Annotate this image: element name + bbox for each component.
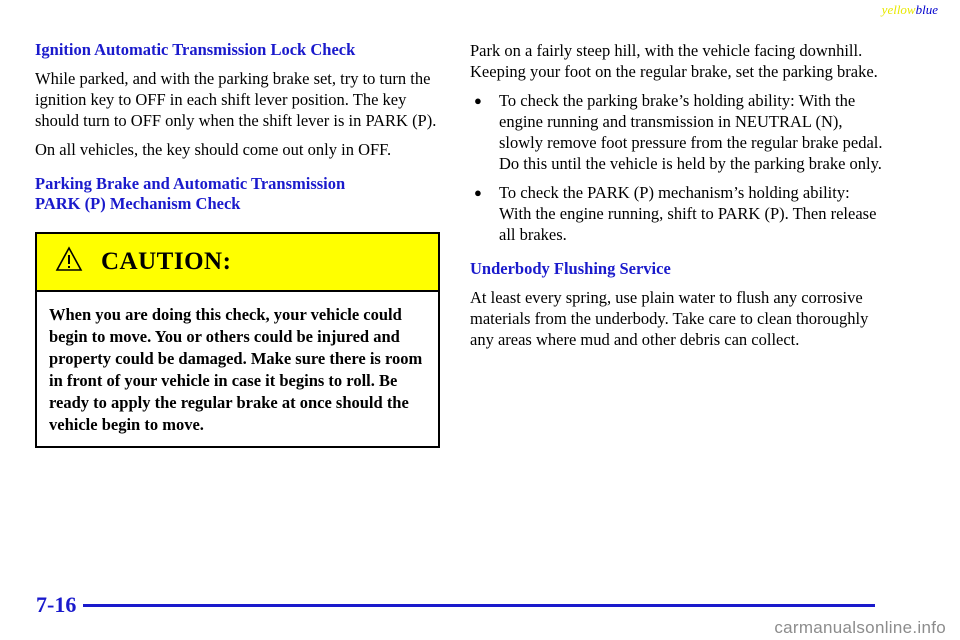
section-heading-underbody: Underbody Flushing Service: [470, 259, 671, 278]
bullet-text: To check the parking brake’s holding ability: With the engine running and transmission in NEUTRAL (N), slowly remove foot pressure from the regular brake pedal. Do this until the vehicle is held by the parking brake only.: [499, 91, 883, 173]
caution-box: [35, 232, 440, 448]
bullet-icon: ●: [474, 93, 482, 108]
section-heading-parking-brake: [35, 174, 440, 214]
bullet-text: To check the PARK (P) mechanism’s holding ability: With the engine running, shift to PARK (P). Then release all brakes.: [499, 183, 877, 244]
corner-tag-yellow: yellow: [881, 2, 916, 17]
caution-header: [37, 234, 438, 292]
page-number: 7-16: [36, 592, 77, 617]
corner-color-tag: [882, 2, 938, 18]
section-heading-parking-brake-line2: PARK (P) Mechanism Check: [35, 194, 241, 213]
bullet-item: [470, 90, 885, 174]
caution-text: When you are doing this check, your vehicle could begin to move. You or others could be injured and property could be damaged. Make sure there is room in front of your vehicle in case it begins to roll. Be ready to apply the regular brake at once should the vehicle begin to move.: [49, 305, 423, 434]
left-column: [35, 40, 440, 448]
right-column: [470, 40, 885, 358]
watermark: carmanualsonline.info: [774, 618, 946, 637]
paragraph-key-removal: On all vehicles, the key should come out only in OFF.: [35, 140, 392, 159]
paragraph-underbody: At least every spring, use plain water to flush any corrosive materials from the underbody. Take care to clean thoroughly any areas where mud and other debris can collect.: [470, 288, 869, 349]
warning-triangle-icon: [55, 246, 83, 272]
bullet-item: [470, 182, 885, 245]
caution-title: CAUTION:: [101, 248, 232, 275]
footer-rule: [83, 604, 875, 607]
corner-tag-blue: blue: [915, 2, 938, 17]
paragraph-park-on-hill: Park on a fairly steep hill, with the vehicle facing downhill. Keeping your foot on the regular brake, set the parking brake.: [470, 41, 878, 81]
section-heading-parking-brake-line1: Parking Brake and Automatic Transmission: [35, 174, 346, 193]
bullet-icon: ●: [474, 185, 482, 200]
paragraph-ignition-lock: While parked, and with the parking brake set, try to turn the ignition key to OFF in each shift lever position. The key should turn to OFF only when the shift lever is in PARK (P).: [35, 69, 437, 130]
section-heading-ignition-lock: Ignition Automatic Transmission Lock Check: [35, 40, 356, 59]
